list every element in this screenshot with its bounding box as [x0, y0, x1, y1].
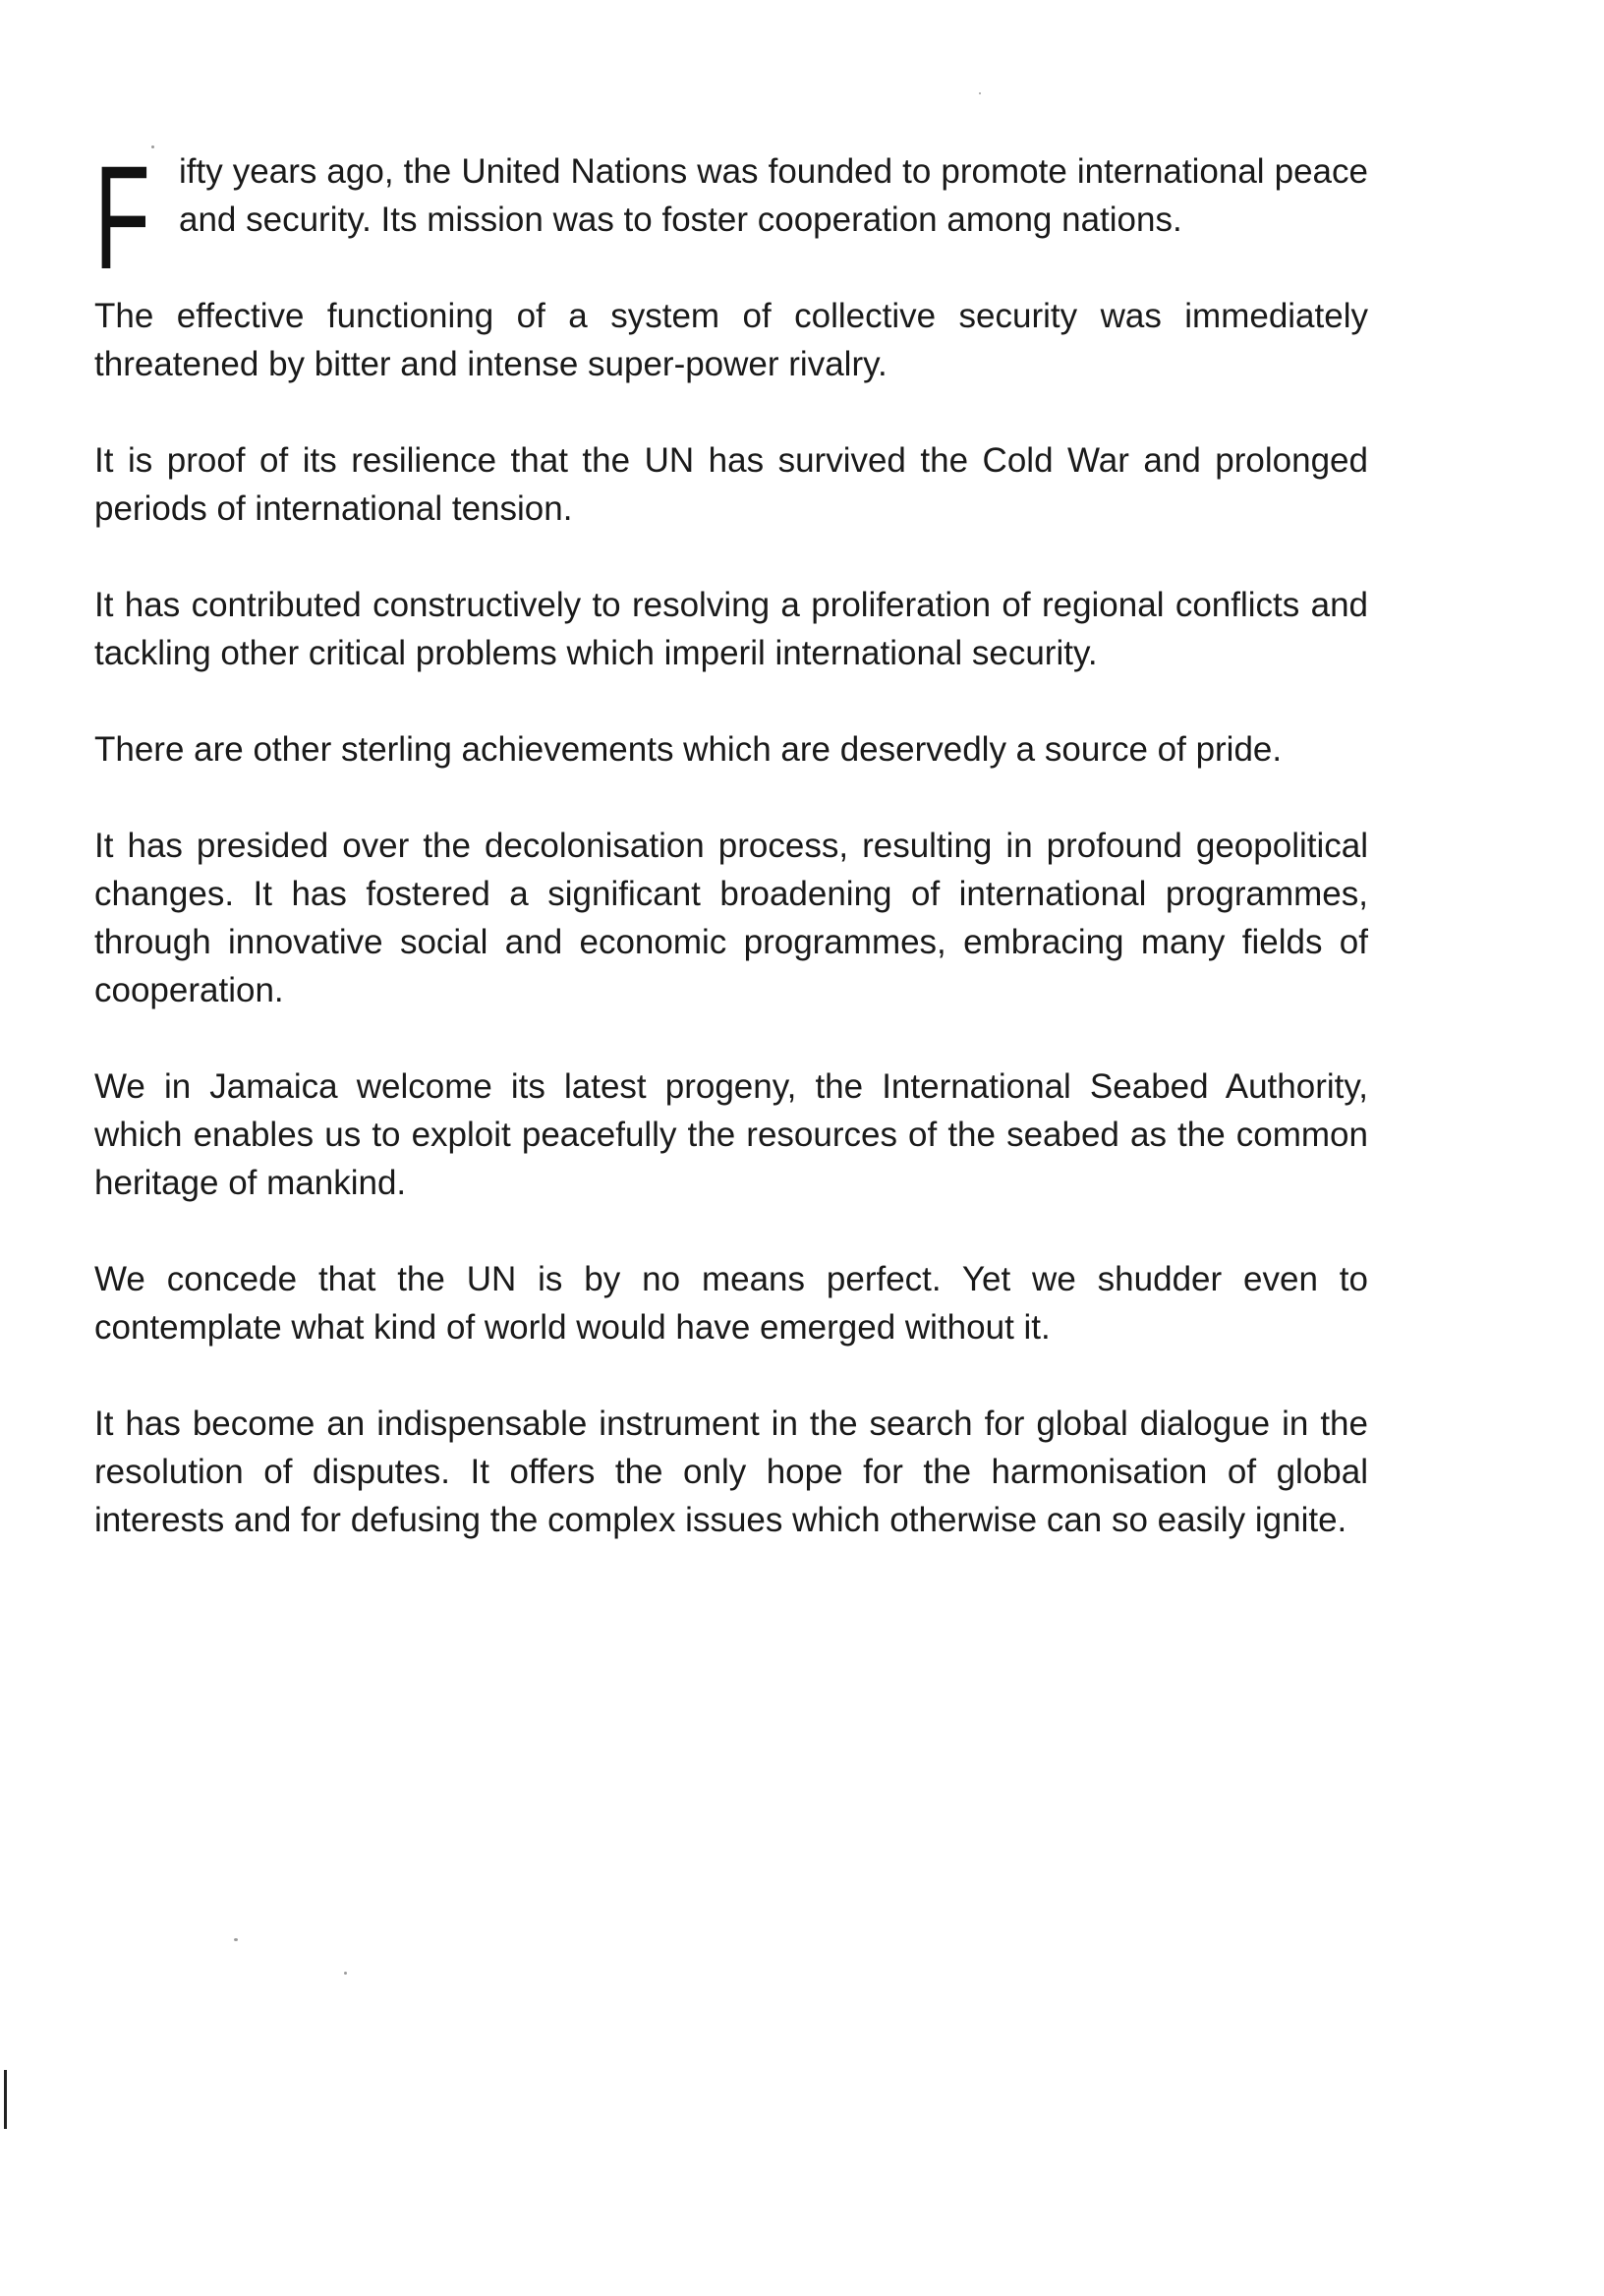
paragraph-seabed-authority: We in Jamaica welcome its latest progeny, the International Seabed Authority, which enables us to exploit peacefully the resources of the seabed as the common heritage of mankind. — [94, 1067, 1368, 1202]
scan-speck — [344, 1972, 347, 1975]
scan-speck — [234, 1938, 238, 1941]
paragraph-indispensable-instrument: It has become an indispensable instrument in the search for global dialogue in the resolution of disputes. It offers the only hope for the harmonisation of global interests and for defusing the complex issues which otherwise can so easily ignite. — [94, 1405, 1368, 1539]
drop-cap — [94, 135, 171, 305]
paragraph-regional-conflicts: It has contributed constructively to resolving a proliferation of regional conflicts and tackling other critical problems which imperil international security. — [94, 586, 1368, 672]
paragraph-collective-security: The effective functioning of a system of collective security was immediately threatened by bitter and intense super-power rivalry. — [94, 297, 1368, 383]
lead-paragraph-text: ifty years ago, the United Nations was founded to promote international peace and security. Its mission was to foster cooperation among nations. — [179, 152, 1368, 239]
paragraph-decolonisation: It has presided over the decolonisation process, resulting in profound geopolitical changes. It has fostered a significant broadening of international programmes, through innovative social and economic programmes, embracing many fields of cooperation. — [94, 827, 1368, 1009]
paragraph-resilience: It is proof of its resilience that the UN has survived the Cold War and prolonged periods of international tension. — [94, 441, 1368, 528]
lead-paragraph — [94, 135, 1368, 300]
document-body — [94, 135, 1368, 1592]
drop-cap-letter: F — [94, 135, 150, 300]
paragraph-sterling-achievements: There are other sterling achievements which are deservedly a source of pride. — [94, 730, 1283, 769]
scan-edge-mark — [4, 2070, 7, 2129]
scan-speck — [979, 92, 981, 94]
paragraph-not-perfect: We concede that the UN is by no means perfect. Yet we shudder even to contemplate what kind of world would have emerged without it. — [94, 1260, 1368, 1347]
